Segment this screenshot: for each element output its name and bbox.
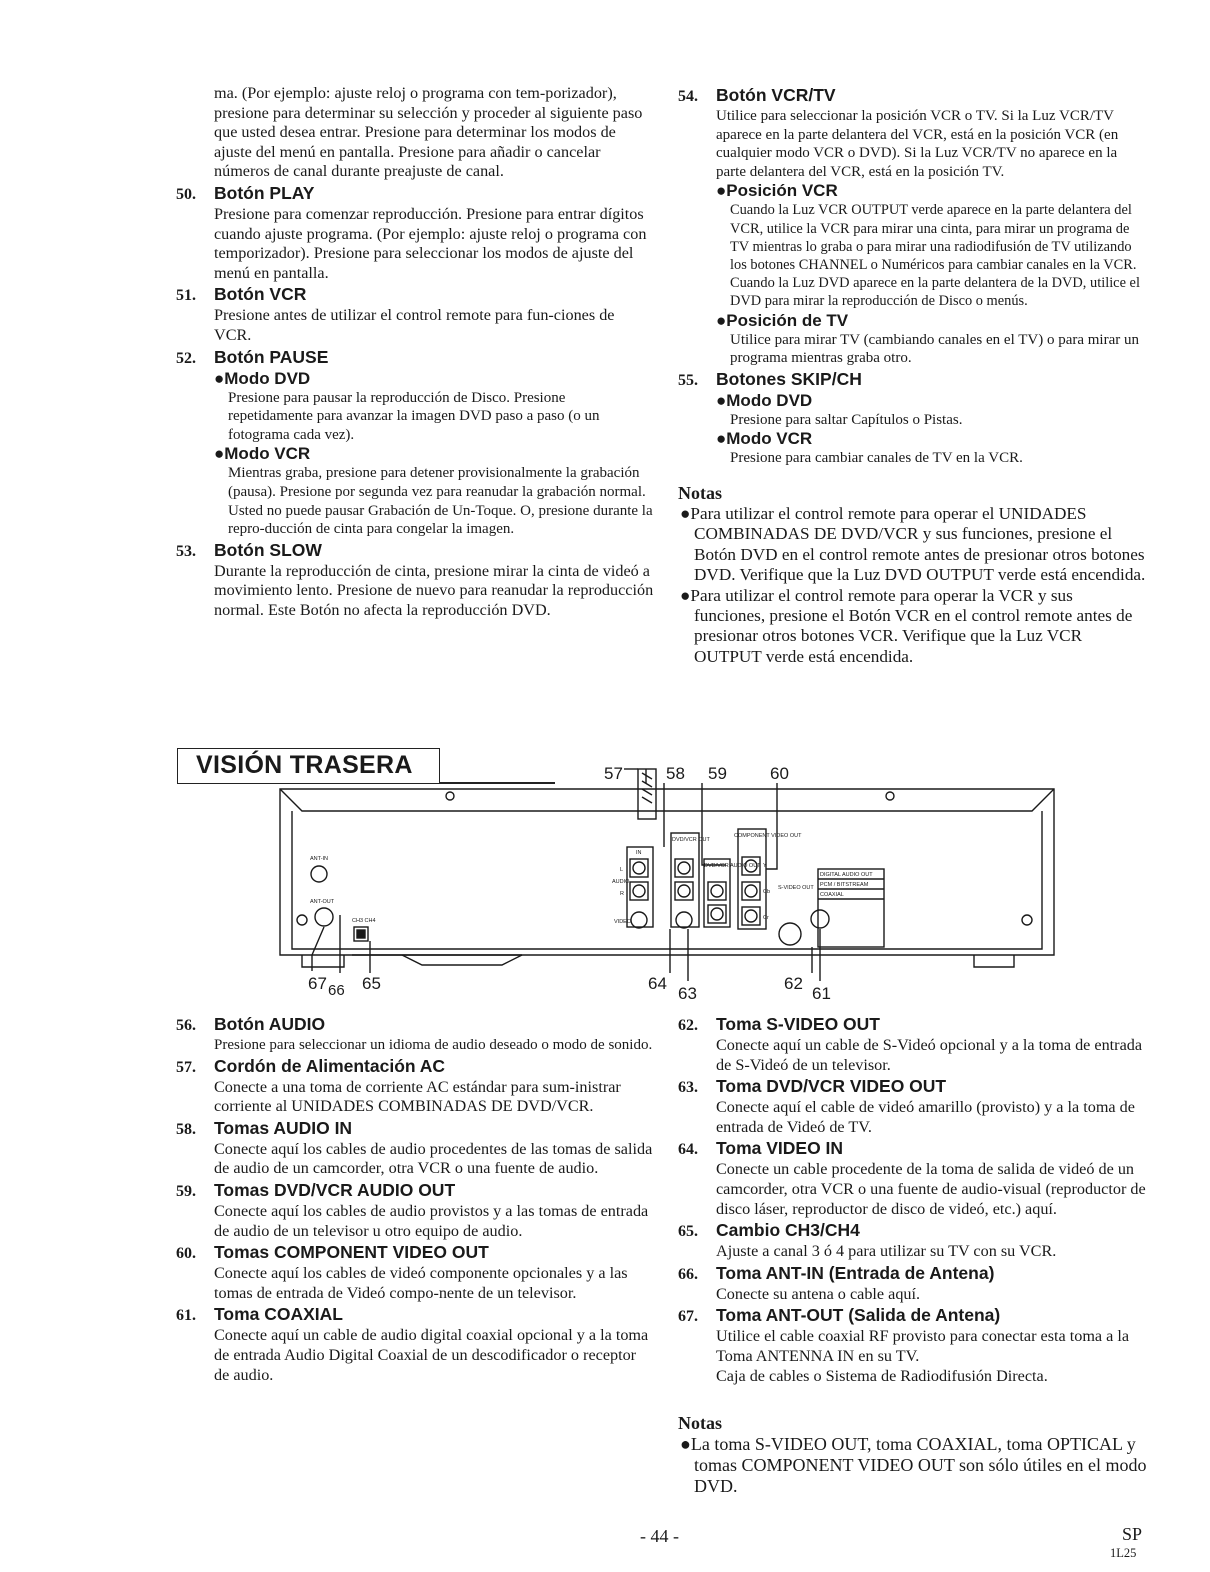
item-56: [176, 1014, 654, 1055]
screw-icon: [446, 792, 454, 800]
callout-59: 59: [708, 764, 727, 783]
item-text: Presione para seleccionar un idioma de audio deseado o modo de sonido.: [214, 1037, 653, 1053]
unit-body-outline: [280, 789, 1054, 955]
label-in: IN: [636, 850, 642, 856]
note-item: ●Para utilizar el control remote para operar el UNIDADES COMBINADAS DE DVD/VCR y sus funciones, presione el Botón DVD en el control remote antes de presionar otros botones DVD. Verifique que la Luz DVD OUTPUT verde está encendida.: [680, 503, 1146, 585]
item-number: 63.: [678, 1079, 698, 1097]
item-65: [678, 1220, 1148, 1262]
item-67: [678, 1305, 1148, 1386]
item-52: [176, 347, 654, 539]
item-text: Presione para comenzar reproducción. Presione para entrar dígitos cuando ajuste programa. (Por ejemplo: ajuste reloj o programa con temporizador). Presione para seleccionar los modos de ajuste del menú en pantalla.: [214, 204, 647, 282]
label-ant-out: ANT-OUT: [310, 899, 335, 905]
label-y: Y: [763, 863, 767, 869]
item-62: [678, 1014, 1148, 1075]
label-dvdvcr-out: DVD/VCR OUT: [672, 837, 710, 843]
callout-62: 62: [784, 974, 803, 993]
label-component-video-out: COMPONENT VIDEO OUT: [734, 833, 802, 839]
item-text: Conecte aquí los cables de audio provistos y a las tomas de entrada de audio de un televisor u otro equipo de audio.: [214, 1201, 649, 1240]
item-title: Cordón de Alimentación AC: [214, 1055, 446, 1076]
screw-icon: [886, 792, 894, 800]
callout-58: 58: [666, 764, 685, 783]
coaxial-jack: [811, 910, 829, 928]
callout-67: 67: [308, 974, 327, 993]
item-text: Conecte aquí los cables de videó componente opcionales y a las tomas de entrada de Videó compo-nente de un televisor.: [214, 1264, 628, 1302]
screw-icon: [1022, 915, 1032, 925]
callout-60: 60: [770, 764, 789, 783]
callout-66: 66: [328, 982, 345, 999]
label-dvdvcr-audio-out: DVD/VCR AUDIO OUT: [704, 863, 761, 869]
item-title: Toma ANT-IN (Entrada de Antena): [716, 1262, 995, 1283]
label-audio: AUDIO: [612, 879, 630, 885]
sub-text: Cuando la Luz DVD aparece en la parte delantera de la DVD, utilice el DVD para mirar la reproducción de Disco o menús.: [730, 275, 1140, 310]
item-title: Tomas AUDIO IN: [214, 1117, 353, 1138]
item-text: Conecte aquí el cable de videó amarillo (provisto) y a la toma de entrada de Videó de TV.: [716, 1098, 1135, 1136]
sub-text: Presione para pausar la reproducción de Disco. Presione repetidamente para avanzar la imagen DVD paso a paso (o un fotograma cada vez).: [228, 389, 600, 443]
item-number: 62.: [678, 1017, 698, 1034]
sub-heading: ●Modo DVD: [214, 368, 311, 388]
left-column-top: [176, 84, 654, 620]
page-number: - 44 -: [640, 1526, 679, 1546]
item-text: Utilice el cable coaxial RF provisto para conectar esta toma a la Toma ANTENNA IN en su TV.: [716, 1327, 1130, 1365]
rear-panel-diagram: [272, 757, 1062, 1007]
av-out-jack-group: [671, 833, 699, 927]
callout-63: 63: [678, 984, 697, 1003]
item-title: Tomas COMPONENT VIDEO OUT: [214, 1242, 489, 1263]
note-item: ●Para utilizar el control remote para operar la VCR y sus funciones, presione el Botón VCR en el control remote antes de presionar otros botones VCR. Verifique que la Luz VCR OUTPUT verde está encendida.: [680, 585, 1133, 666]
item-text: Conecte aquí un cable de S-Videó opcional y a la toma de entrada de S-Videó de un televisor.: [716, 1036, 1143, 1074]
ant-out-jack: [315, 908, 333, 926]
item-text: Conecte su antena o cable aquí.: [716, 1284, 921, 1303]
item-66: [678, 1263, 1148, 1305]
document-code: 1L25: [1110, 1546, 1137, 1560]
item-title: Botón AUDIO: [214, 1014, 326, 1034]
label-r: R: [620, 891, 624, 897]
sub-heading: ●Modo VCR: [214, 444, 311, 464]
right-column-top: [678, 84, 1148, 667]
item-number: 55.: [678, 371, 698, 389]
right-foot: [974, 955, 1014, 967]
callout-64: 64: [648, 974, 667, 993]
callout-57: 57: [604, 764, 623, 783]
label-video: VIDEO: [614, 919, 632, 925]
sub-heading: ●Modo VCR: [716, 429, 813, 449]
item-number: 51.: [176, 287, 196, 305]
item-number: 56.: [176, 1017, 196, 1034]
item-60: [176, 1242, 654, 1303]
item-number: 54.: [678, 88, 698, 105]
item-text: Conecte a una toma de corriente AC estándar para sum-inistrar corriente al UNIDADES COMBINADAS DE DVD/VCR.: [214, 1077, 621, 1116]
item-number: 50.: [176, 185, 196, 203]
item-text: Caja de cables o Sistema de Radiodifusión Directa.: [716, 1366, 1048, 1385]
svideo-out-jack: [779, 923, 801, 945]
item-title: Cambio CH3/CH4: [716, 1220, 860, 1241]
sub-text: Cuando la Luz VCR OUTPUT verde aparece en la parte delantera del VCR, utilice la VCR para mirar una cinta, para mirar un programa de TV mientras lo graba o para mirar una radiodifusión de TV utilizando los botones CHANNEL o Numéricos para cambiar canales en la VCR.: [730, 202, 1137, 273]
label-ch3ch4: CH3 CH4: [352, 918, 376, 924]
item-number: 59.: [176, 1182, 196, 1200]
item-title: Botón VCR: [214, 284, 307, 305]
right-column-bottom: [678, 1013, 1148, 1497]
leader-line: [766, 783, 777, 869]
item-61: [176, 1304, 654, 1385]
item-51: [176, 284, 654, 345]
item-title: Botones SKIP/CH: [716, 368, 862, 389]
item-title: Toma ANT-OUT (Salida de Antena): [716, 1305, 1001, 1326]
sub-heading: ●Posición VCR: [716, 181, 838, 201]
callout-61: 61: [812, 984, 831, 1003]
sub-heading: ●Modo DVD: [716, 390, 813, 410]
item-text: Conecte un cable procedente de la toma de salida de videó de un camcorder, otra VCR o una fuente de audio-visual (reproductor de disco láser, reproductor de disco de videó, etc.) aquí.: [716, 1160, 1146, 1218]
item-55: [678, 369, 1148, 468]
item-title: Toma VIDEO IN: [716, 1138, 844, 1159]
base-center-ridge: [402, 955, 522, 965]
item-title: Toma DVD/VCR VIDEO OUT: [716, 1076, 947, 1097]
notes-heading: Notas: [678, 482, 722, 503]
left-column-bottom: [176, 1013, 654, 1385]
section-title: VISIÓN TRASERA: [196, 751, 413, 779]
note-item: ●La toma S-VIDEO OUT, toma COAXIAL, toma OPTICAL y tomas COMPONENT VIDEO OUT son sólo útiles en el modo DVD.: [680, 1434, 1147, 1497]
label-pcm-bitstream: PCM / BITSTREAM: [820, 882, 869, 888]
sub-text: Presione para saltar Capítulos o Pistas.: [730, 411, 963, 428]
item-number: 58.: [176, 1120, 196, 1138]
sub-text: Mientras graba, presione para detener provisionalmente la grabación (pausa). Presione por segunda vez para reanudar la grabación normal. Usted no puede pausar Grabación de Un-Toque. O, presione durante la repro-ducción de cinta para congelar la imagen.: [228, 465, 653, 538]
notes-heading: Notas: [678, 1413, 722, 1434]
label-l: L: [620, 867, 624, 873]
sub-text: Presione para cambiar canales de TV en la VCR.: [730, 450, 1023, 467]
item-text: Presione antes de utilizar el control remote para fun-ciones de VCR.: [214, 306, 615, 344]
continuation-paragraph: ma. (Por ejemplo: ajuste reloj o programa con tem-porizador), presione para determinar su selección y proceder al siguiente paso que usted desea entrar. Presione para determinar los modos de ajuste del menú en pantalla. Presione para añadir o cancelar números de canal durante preajuste de canal.: [214, 84, 643, 181]
label-coaxial: COAXIAL: [820, 892, 844, 898]
item-text: Ajuste a canal 3 ó 4 para utilizar su TV con su VCR.: [716, 1242, 1057, 1261]
item-63: [678, 1076, 1148, 1137]
item-number: 64.: [678, 1141, 698, 1159]
unit-inner-frame: [292, 811, 1042, 949]
item-text: Conecte aquí un cable de audio digital coaxial opcional y a la toma de entrada Audio Digital Coaxial de un descodificador o receptor de audio.: [214, 1326, 649, 1384]
item-title: Tomas DVD/VCR AUDIO OUT: [214, 1179, 456, 1200]
item-number: 52.: [176, 349, 196, 367]
item-64: [678, 1138, 1148, 1219]
item-54: [678, 85, 1148, 368]
item-title: Botón PAUSE: [214, 346, 329, 367]
item-title: Botón PLAY: [214, 182, 315, 203]
item-58: [176, 1118, 654, 1179]
left-foot: [302, 955, 344, 967]
digital-audio-out-box: [818, 869, 884, 947]
screw-icon: [297, 915, 307, 925]
video-in-jack: [631, 912, 647, 928]
item-number: 53.: [176, 542, 196, 560]
item-text: Utilice para seleccionar la posición VCR o TV. Si la Luz VCR/TV aparece en la parte delantera del VCR, está en la posición VCR (en cualquier modo VCR o DVD). Si la Luz VCR/TV no aparece en la parte delantera del VCR, está en la posición TV.: [716, 108, 1119, 180]
ant-in-jack: [311, 866, 327, 882]
item-title: Botón VCR/TV: [716, 85, 836, 105]
item-number: 61.: [176, 1307, 196, 1325]
callout-65: 65: [362, 974, 381, 993]
language-code: SP: [1122, 1524, 1143, 1544]
item-number: 65.: [678, 1223, 698, 1241]
item-50: [176, 183, 654, 283]
item-title: Botón SLOW: [214, 539, 322, 560]
item-number: 66.: [678, 1265, 698, 1283]
unit-top-bevel: [280, 789, 1054, 811]
label-digital-audio-out: DIGITAL AUDIO OUT: [820, 872, 873, 878]
item-number: 67.: [678, 1308, 698, 1326]
item-59: [176, 1180, 654, 1241]
leader-line: [702, 783, 726, 865]
label-svideo-out: S-VIDEO OUT: [778, 885, 814, 891]
item-text: Durante la reproducción de cinta, presione mirar la cinta de videó a movimiento lento. Presione de nuevo para reanudar la reproducción normal. Este Botón no afecta la reproducción DVD.: [214, 561, 654, 619]
item-number: 60.: [176, 1245, 196, 1263]
item-57: [176, 1056, 654, 1117]
sub-heading: ●Posición de TV: [716, 310, 849, 330]
label-cr: Cr: [763, 915, 769, 921]
video-out-jack: [676, 912, 692, 928]
item-title: Toma S-VIDEO OUT: [716, 1014, 880, 1034]
label-cb: Cb: [763, 889, 771, 895]
item-title: Toma COAXIAL: [214, 1304, 343, 1325]
label-ant-in: ANT-IN: [310, 856, 329, 862]
item-text: Conecte aquí los cables de audio procedentes de las tomas de salida de audio de un camcorder, otra VCR o una fuente de audio.: [214, 1139, 653, 1178]
item-53: [176, 540, 654, 621]
sub-text: Utilice para mirar TV (cambiando canales en el TV) o para mirar un programa mientras graba otro.: [730, 331, 1139, 367]
item-number: 57.: [176, 1058, 196, 1076]
